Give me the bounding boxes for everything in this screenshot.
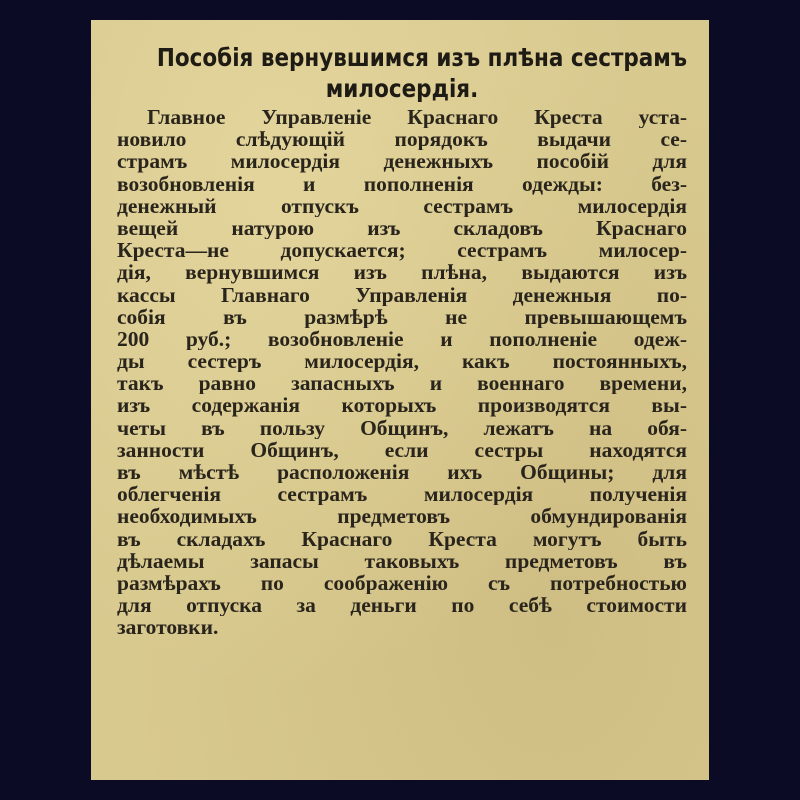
body-line: собія въ размѣрѣ не превышающемъ [117, 305, 687, 328]
body-line: 200 руб.; возобновленіе и пополненіе одеж- [117, 327, 687, 351]
article-headline [156, 42, 688, 104]
body-line: Креста—не допускается; сестрамъ милосер- [117, 239, 687, 262]
body-line: для отпуска за деньги по себѣ стоимости [117, 594, 687, 617]
body-line: страмъ милосердія денежныхъ пособій для [117, 150, 687, 173]
body-line: заготовки. [117, 616, 219, 639]
body-line: изъ содержанія которыхъ производятся вы- [117, 394, 687, 417]
body-line: облегченія сестрамъ милосердія полученія [117, 483, 687, 506]
body-line: дія, вернувшимся изъ плѣна, выдаются изъ [117, 261, 687, 284]
headline-line: милосердія. [325, 74, 479, 103]
body-line: денежный отпускъ сестрамъ милосердія [117, 194, 687, 217]
newspaper-clipping [91, 20, 709, 780]
body-line: дѣлаемы запасы таковыхъ предметовъ въ [117, 549, 687, 572]
body-line: вещей натурою изъ складовъ Краснаго [117, 216, 687, 240]
body-line: ды сестеръ милосердія, какъ постоянныхъ, [117, 350, 687, 373]
body-line: новило слѣдующій порядокъ выдачи се- [117, 128, 687, 151]
body-line: въ мѣстѣ расположенія ихъ Общины; для [117, 461, 687, 484]
body-line: четы въ пользу Общинъ, лежатъ на обя- [117, 416, 687, 439]
body-line: кассы Главнаго Управленія денежныя по- [117, 283, 687, 306]
body-line: занности Общинъ, если сестры находятся [117, 438, 687, 461]
body-line: размѣрахъ по соображенію съ потребностью [117, 571, 687, 595]
headline-line: Пособія вернувшимся изъ плѣна сестрамъ [156, 43, 688, 72]
body-line: необходимыхъ предметовъ обмундированія [117, 505, 687, 528]
body-line: въ складахъ Краснаго Креста могутъ быть [117, 527, 687, 550]
article-body [117, 106, 687, 639]
body-line: возобновленія и пополненія одежды: без- [117, 172, 687, 195]
body-line: Главное Управленіе Краснаго Креста уста- [147, 106, 687, 129]
body-line: такъ равно запасныхъ и военнаго времени, [117, 372, 687, 395]
